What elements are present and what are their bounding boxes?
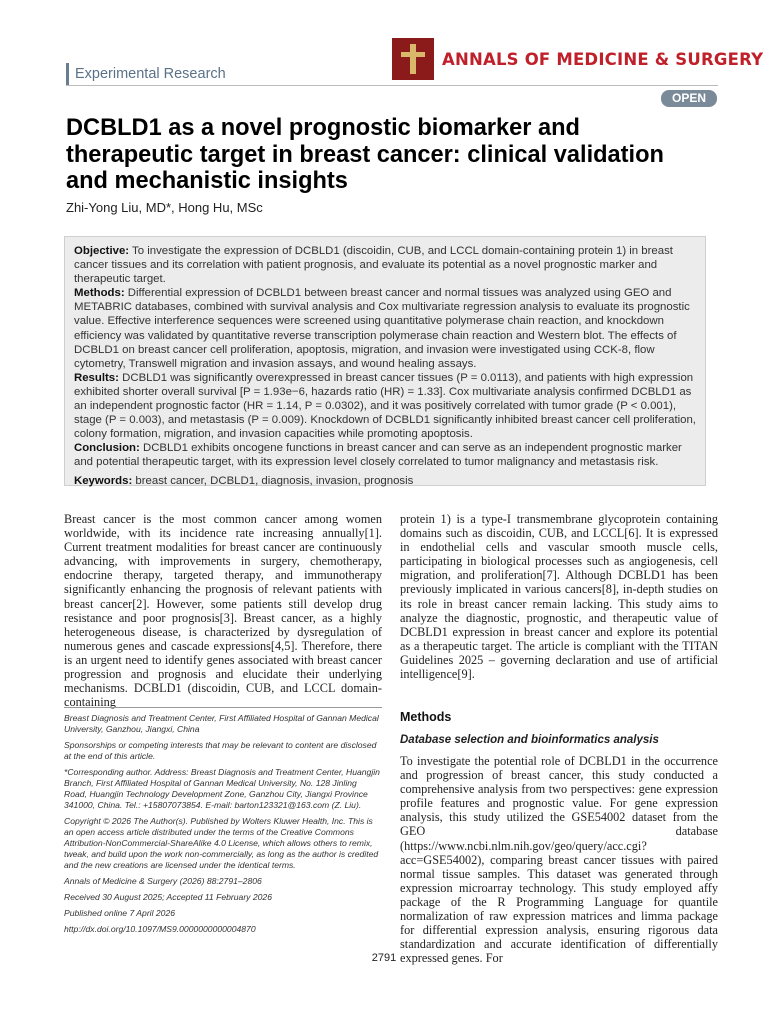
- footnote-sponsorship: Sponsorships or competing interests that may be relevant to content are disclosed at the end of this article.: [64, 740, 377, 761]
- open-access-badge: OPEN: [661, 90, 717, 107]
- abstract-objective: Objective: To investigate the expression of DCBLD1 (discoidin, CUB, and LCCL domain-containing protein 1) in breast cancer tissues and its correlation with patient prognosis, and evaluate its potential as a novel prognostic marker and therapeutic target.: [74, 245, 673, 286]
- footnote-doi[interactable]: http://dx.doi.org/10.1097/MS9.0000000000004870: [64, 924, 256, 934]
- abstract-methods: Methods: Differential expression of DCBLD1 between breast cancer and normal tissues was analyzed using GEO and METABRIC databases, combined with survival analysis and Cox multivariate regression analysis to evaluate its prognostic value. Effective interference sequences were screened using quantitative polymerase chain reaction, and knockdown efficiency was validated by quantitative reverse transcription polymerase chain reaction and Western blot. The effects of DCBLD1 on breast cancer cell proliferation, apoptosis, migration, and invasion were investigated using CCK-8, flow cytometry, Transwell migration and invasion assays, and wound healing assays.: [74, 287, 690, 370]
- journal-name: ANNALS OF MEDICINE & SURGERY: [442, 49, 764, 69]
- footnote-affiliation: Breast Diagnosis and Treatment Center, First Affiliated Hospital of Gannan Medical University, Ganzhou, Jiangxi, China: [64, 713, 379, 734]
- intro-paragraph-continued: protein 1) is a type-I transmembrane glycoprotein containing domains such as discoidin, CUB, and LCCL[6]. It is expressed in endothelial cells and vascular smooth muscle cells, participating in biological processes such as angiogenesis, cell migration, and proliferation[7]. Although DCBLD1 has been previously implicated in various cancers[8], in-depth studies on its role in breast cancer remain lacking. This study aims to analyze the diagnostic, prognostic, and therapeutic value of DCBLD1 expression in breast cancer and explore its potential as a therapeutic target. The article is compliant with the TITAN Guidelines 2025 – governing declaration and use of artificial intelligence[9].: [400, 512, 718, 682]
- abstract-results: Results: DCBLD1 was significantly overexpressed in breast cancer tissues (P = 0.0113), and patients with high expression exhibited shorter overall survival [P = 1.93e−6, hazards ratio (HR) = 1.33]. Cox multivariate analysis confirmed DCBLD1 as an independent prognostic factor (HR = 1.14, P = 0.0302), and it was positively correlated with tumor grade (P < 0.001), stage (P = 0.003), and metastasis (P = 0.009). Knockdown of DCBLD1 significantly inhibited breast cancer cell proliferation, colony formation, migration, and invasion capacities while promoting apoptosis.: [74, 371, 696, 441]
- abstract-box: [64, 236, 706, 486]
- article-title: DCBLD1 as a novel prognostic biomarker and therapeutic target in breast cancer: clinical validation and mechanistic insights: [66, 115, 664, 194]
- methods-paragraph: To investigate the potential role of DCBLD1 in the occurrence and progression of breast cancer, this study conducted a comprehensive analysis from two perspectives: gene expression profile features and prognostic value. For gene expression analysis, this study utilized the GSE54002 dataset from the GEO database (https://www.ncbi.nlm.nih.gov/geo/query/acc.cgi?acc=GSE54002), comparing breast cancer tissues with paired normal tissue samples. This dataset was generated through expression microarray technology. This study employed affy package of the R Programming Language for quantile normalization of raw expression matrices and limma package for differential expression analysis, ensuring rigorous data standardization and accurate identification of differentially expressed genes. For: [400, 754, 718, 966]
- footnotes: [64, 707, 382, 940]
- journal-header: [392, 38, 763, 80]
- intro-right-column: [400, 512, 718, 681]
- abstract-conclusion: Conclusion: DCBLD1 exhibits oncogene functions in breast cancer and can serve as an independent prognostic marker and potential therapeutic target, with its expression level closely correlated to tumor malignancy and metastasis risk.: [74, 442, 682, 469]
- footnote-citation: Annals of Medicine & Surgery (2026) 88:2791–2806: [64, 876, 262, 886]
- methods-column: [400, 754, 718, 965]
- database-subheading: Database selection and bioinformatics analysis: [400, 734, 659, 746]
- abstract-keywords: Keywords: breast cancer, DCBLD1, diagnosis, invasion, prognosis: [74, 474, 414, 487]
- footnote-copyright: Copyright © 2026 The Author(s). Published by Wolters Kluwer Health, Inc. This is an open access article distributed under the terms of the Creative Commons Attribution-NonCommercial-ShareAlike 4.0 License, which allows others to remix, tweak, and build upon the work non-commercially, as long as the author is credited and the new creations are licensed under the identical terms.: [64, 816, 379, 870]
- footnote-published: Published online 7 April 2026: [64, 908, 176, 918]
- journal-logo-icon: [392, 38, 434, 80]
- authors: Zhi-Yong Liu, MD*, Hong Hu, MSc: [66, 200, 263, 215]
- methods-heading: Methods: [400, 710, 452, 724]
- section-label: Experimental Research: [66, 63, 226, 85]
- page-number: 2791: [371, 952, 397, 964]
- footnote-received: Received 30 August 2025; Accepted 11 February 2026: [64, 892, 272, 902]
- header-divider: [66, 85, 718, 86]
- intro-paragraph: Breast cancer is the most common cancer among women worldwide, with its incidence rate increasing annually[1]. Current treatment modalities for breast cancer are continuously advancing, with improvements in surgery, chemotherapy, endocrine therapy, targeted therapy, and immunotherapy significantly enhancing the prognosis of relevant patients with breast cancer[2]. However, some patients still develop drug resistance and poor prognosis[3]. Breast cancer, as a highly heterogeneous disease, is characterized by dysregulation of numerous genes and cascade expressions[4,5]. Therefore, there is an urgent need to identify genes associated with breast cancer progression and prognosis and elucidate their underlying mechanisms. DCBLD1 (discoidin, CUB, and LCCL domain-containing: [64, 512, 382, 710]
- intro-left-column: [64, 512, 382, 709]
- footnote-corresponding: *Corresponding author. Address: Breast Diagnosis and Treatment Center, Huangjin Branch, First Affiliated Hospital of Gannan Medical University, No. 128 Jinling Road, Huangjin Technology Development Zone, Ganzhou City, Jiangxi Province 341000, China. Tel.: +15807073854. E-mail: barton123321@163.com (Z. Liu).: [64, 767, 380, 810]
